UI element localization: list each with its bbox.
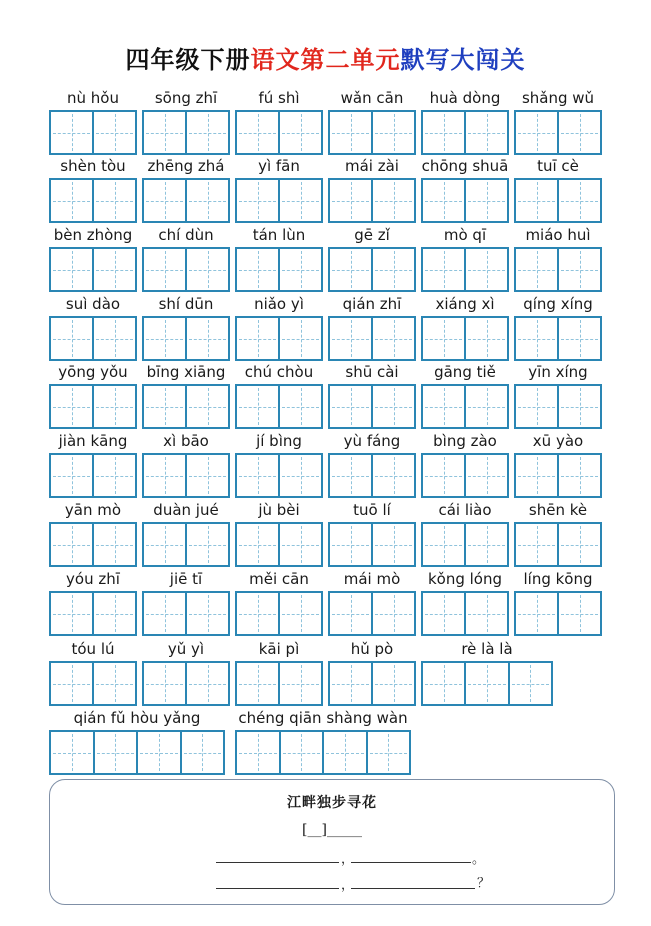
tian-zi-cell[interactable] (559, 180, 600, 221)
tian-zi-cell[interactable] (559, 318, 600, 359)
pinyin-label: yān mò (64, 501, 122, 519)
pinyin-label: jiē tī (169, 570, 203, 588)
pinyin-label: zhēng zhá (147, 157, 225, 175)
writing-box[interactable] (49, 522, 137, 567)
tian-zi-cell[interactable] (144, 593, 187, 634)
tian-zi-cell[interactable] (144, 455, 187, 496)
tian-zi-cell[interactable] (516, 112, 559, 153)
tian-zi-cell[interactable] (237, 249, 280, 290)
pinyin-label: chí dùn (158, 226, 214, 244)
tian-zi-cell[interactable] (559, 249, 600, 290)
tian-zi-cell[interactable] (94, 386, 135, 427)
pinyin-label: yǔ yì (167, 640, 205, 658)
writing-box[interactable] (235, 247, 323, 292)
tian-zi-cell[interactable] (237, 318, 280, 359)
writing-box[interactable] (328, 591, 416, 636)
pinyin-label: yù fáng (343, 432, 401, 450)
tian-zi-cell[interactable] (373, 663, 414, 704)
writing-box[interactable] (49, 730, 225, 775)
writing-box[interactable] (49, 316, 137, 361)
writing-box[interactable] (514, 247, 602, 292)
tian-zi-cell[interactable] (237, 112, 280, 153)
writing-box[interactable] (328, 661, 416, 706)
tian-zi-cell[interactable] (51, 318, 94, 359)
writing-box[interactable] (49, 453, 137, 498)
tian-zi-cell[interactable] (516, 455, 559, 496)
tian-zi-cell[interactable] (466, 112, 507, 153)
pinyin-label: qián zhī (342, 295, 402, 313)
writing-box[interactable] (328, 178, 416, 223)
writing-box[interactable] (142, 110, 230, 155)
comma-mark: ， (341, 852, 355, 867)
tian-zi-cell[interactable] (51, 663, 94, 704)
tian-zi-cell[interactable] (138, 732, 182, 773)
tian-zi-cell[interactable] (187, 663, 228, 704)
tian-zi-cell[interactable] (559, 386, 600, 427)
tian-zi-cell[interactable] (237, 524, 280, 565)
tian-zi-cell[interactable] (516, 593, 559, 634)
writing-box[interactable] (142, 247, 230, 292)
pinyin-label: wǎn cān (340, 89, 404, 107)
tian-zi-cell[interactable] (423, 455, 466, 496)
tian-zi-cell[interactable] (423, 112, 466, 153)
writing-box[interactable] (49, 384, 137, 429)
tian-zi-cell[interactable] (187, 386, 228, 427)
tian-zi-cell[interactable] (187, 180, 228, 221)
writing-box[interactable] (328, 247, 416, 292)
pinyin-label: yóu zhī (66, 570, 120, 588)
writing-box[interactable] (421, 178, 509, 223)
pinyin-label: hǔ pò (350, 640, 394, 658)
tian-zi-cell[interactable] (94, 180, 135, 221)
tian-zi-cell[interactable] (559, 593, 600, 634)
tian-zi-cell[interactable] (516, 524, 559, 565)
tian-zi-cell[interactable] (423, 318, 466, 359)
tian-zi-cell[interactable] (516, 249, 559, 290)
pinyin-label: chéng qiān shàng wàn (238, 709, 408, 727)
page-title (0, 44, 651, 76)
pinyin-label: cái liào (438, 501, 492, 519)
pinyin-label: jù bèi (258, 501, 300, 519)
tian-zi-cell[interactable] (330, 524, 373, 565)
tian-zi-cell[interactable] (373, 455, 414, 496)
writing-box[interactable] (514, 522, 602, 567)
writing-box[interactable] (49, 661, 137, 706)
title-part-subject: 语文第二单元 (250, 45, 401, 74)
pinyin-label: chú chòu (244, 363, 314, 381)
pinyin-label: bīng xiāng (146, 363, 226, 381)
pinyin-label: měi cān (249, 570, 309, 588)
tian-zi-cell[interactable] (373, 112, 414, 153)
tian-zi-cell[interactable] (144, 112, 187, 153)
pinyin-label: miáo huì (525, 226, 591, 244)
tian-zi-cell[interactable] (94, 318, 135, 359)
tian-zi-cell[interactable] (280, 593, 321, 634)
poem-line-1 (50, 846, 614, 866)
tian-zi-cell[interactable] (330, 663, 373, 704)
writing-box[interactable] (235, 178, 323, 223)
tian-zi-cell[interactable] (280, 112, 321, 153)
answer-blank[interactable] (351, 846, 471, 863)
writing-box[interactable] (235, 591, 323, 636)
pinyin-label: duàn jué (153, 501, 219, 519)
writing-box[interactable] (328, 110, 416, 155)
pinyin-label: tuō lí (353, 501, 391, 519)
pinyin-label: kǒng lóng (427, 570, 503, 588)
writing-box[interactable] (328, 316, 416, 361)
tian-zi-cell[interactable] (516, 386, 559, 427)
tian-zi-cell[interactable] (466, 318, 507, 359)
pinyin-label: xū yào (532, 432, 584, 450)
pinyin-label: líng kōng (523, 570, 593, 588)
writing-box[interactable] (514, 110, 602, 155)
tian-zi-cell[interactable] (94, 593, 135, 634)
tian-zi-cell[interactable] (144, 386, 187, 427)
tian-zi-cell[interactable] (144, 180, 187, 221)
tian-zi-cell[interactable] (330, 180, 373, 221)
pinyin-label: xì bāo (163, 432, 209, 450)
tian-zi-cell[interactable] (280, 249, 321, 290)
writing-box[interactable] (421, 661, 553, 706)
tian-zi-cell[interactable] (144, 524, 187, 565)
tian-zi-cell[interactable] (423, 180, 466, 221)
tian-zi-cell[interactable] (51, 455, 94, 496)
tian-zi-cell[interactable] (94, 524, 135, 565)
tian-zi-cell[interactable] (187, 593, 228, 634)
writing-box[interactable] (514, 178, 602, 223)
tian-zi-cell[interactable] (280, 455, 321, 496)
tian-zi-cell[interactable] (373, 524, 414, 565)
writing-box[interactable] (514, 453, 602, 498)
writing-box[interactable] (235, 110, 323, 155)
pinyin-label: niǎo yì (254, 295, 304, 313)
tian-zi-cell[interactable] (94, 663, 135, 704)
tian-zi-cell[interactable] (373, 318, 414, 359)
pinyin-label: nù hǒu (67, 89, 119, 107)
writing-box[interactable] (49, 591, 137, 636)
tian-zi-cell[interactable] (51, 112, 94, 153)
writing-box[interactable] (514, 591, 602, 636)
tian-zi-cell[interactable] (330, 112, 373, 153)
writing-box[interactable] (328, 453, 416, 498)
writing-box[interactable] (235, 661, 323, 706)
writing-box[interactable] (421, 110, 509, 155)
writing-box[interactable] (49, 110, 137, 155)
pinyin-label: chōng shuā (421, 157, 509, 175)
writing-box[interactable] (235, 384, 323, 429)
tian-zi-cell[interactable] (281, 732, 325, 773)
writing-box[interactable] (235, 316, 323, 361)
tian-zi-cell[interactable] (423, 663, 466, 704)
writing-box[interactable] (142, 178, 230, 223)
tian-zi-cell[interactable] (423, 386, 466, 427)
tian-zi-cell[interactable] (280, 318, 321, 359)
answer-blank[interactable] (216, 846, 339, 863)
tian-zi-cell[interactable] (559, 455, 600, 496)
title-part-challenge: 默写大闯关 (400, 45, 526, 74)
tian-zi-cell[interactable] (516, 180, 559, 221)
tian-zi-cell[interactable] (559, 112, 600, 153)
tian-zi-cell[interactable] (187, 524, 228, 565)
pinyin-label: shí dūn (158, 295, 214, 313)
pinyin-label: mái zài (345, 157, 399, 175)
writing-box[interactable] (142, 591, 230, 636)
writing-box[interactable] (514, 384, 602, 429)
tian-zi-cell[interactable] (51, 524, 94, 565)
tian-zi-cell[interactable] (280, 180, 321, 221)
tian-zi-cell[interactable] (368, 732, 410, 773)
tian-zi-cell[interactable] (324, 732, 368, 773)
tian-zi-cell[interactable] (373, 386, 414, 427)
tian-zi-cell[interactable] (187, 318, 228, 359)
tian-zi-cell[interactable] (466, 386, 507, 427)
writing-box[interactable] (49, 178, 137, 223)
pinyin-label: suì dào (65, 295, 121, 313)
writing-box[interactable] (421, 453, 509, 498)
writing-box[interactable] (142, 384, 230, 429)
writing-box[interactable] (328, 522, 416, 567)
answer-blank[interactable] (351, 872, 475, 889)
poem-section (49, 779, 615, 905)
pinyin-label: yīn xíng (528, 363, 588, 381)
pinyin-label: qián fǔ hòu yǎng (73, 709, 201, 727)
tian-zi-cell[interactable] (423, 249, 466, 290)
tian-zi-cell[interactable] (187, 455, 228, 496)
tian-zi-cell[interactable] (237, 386, 280, 427)
writing-box[interactable] (142, 522, 230, 567)
tian-zi-cell[interactable] (95, 732, 139, 773)
question-mark: ？ (477, 876, 491, 891)
pinyin-label: bìng zào (433, 432, 497, 450)
answer-blank[interactable] (216, 872, 339, 889)
tian-zi-cell[interactable] (51, 732, 95, 773)
pinyin-label: gē zǐ (354, 226, 390, 244)
tian-zi-cell[interactable] (187, 112, 228, 153)
tian-zi-cell[interactable] (280, 663, 321, 704)
pinyin-label: shèn tòu (60, 157, 126, 175)
tian-zi-cell[interactable] (182, 732, 224, 773)
tian-zi-cell[interactable] (51, 386, 94, 427)
tian-zi-cell[interactable] (144, 249, 187, 290)
tian-zi-cell[interactable] (466, 180, 507, 221)
pinyin-label: rè là là (461, 640, 513, 658)
writing-box[interactable] (514, 316, 602, 361)
pinyin-label: qíng xíng (523, 295, 593, 313)
tian-zi-cell[interactable] (330, 249, 373, 290)
pinyin-label: xiáng xì (435, 295, 495, 313)
tian-zi-cell[interactable] (423, 524, 466, 565)
tian-zi-cell[interactable] (144, 663, 187, 704)
writing-box[interactable] (235, 453, 323, 498)
pinyin-label: jí bìng (256, 432, 302, 450)
pinyin-label: mò qī (443, 226, 487, 244)
tian-zi-cell[interactable] (330, 455, 373, 496)
tian-zi-cell[interactable] (373, 180, 414, 221)
pinyin-label: tán lùn (252, 226, 306, 244)
pinyin-label: mái mò (343, 570, 401, 588)
tian-zi-cell[interactable] (373, 593, 414, 634)
tian-zi-cell[interactable] (237, 593, 280, 634)
poem-author-line: [__]_____ (302, 822, 362, 838)
pinyin-label: shū cài (345, 363, 399, 381)
tian-zi-cell[interactable] (423, 593, 466, 634)
pinyin-label: kāi pì (258, 640, 300, 658)
writing-box[interactable] (421, 591, 509, 636)
tian-zi-cell[interactable] (466, 249, 507, 290)
pinyin-label: tóu lú (71, 640, 115, 658)
writing-box[interactable] (328, 384, 416, 429)
tian-zi-cell[interactable] (94, 249, 135, 290)
tian-zi-cell[interactable] (187, 249, 228, 290)
tian-zi-cell[interactable] (94, 455, 135, 496)
pinyin-label: tuī cè (537, 157, 579, 175)
period-mark: 。 (472, 852, 486, 867)
tian-zi-cell[interactable] (280, 386, 321, 427)
tian-zi-cell[interactable] (330, 593, 373, 634)
tian-zi-cell[interactable] (94, 112, 135, 153)
pinyin-label: jiàn kāng (58, 432, 128, 450)
tian-zi-cell[interactable] (237, 663, 280, 704)
pinyin-label: sōng zhī (154, 89, 218, 107)
tian-zi-cell[interactable] (280, 524, 321, 565)
writing-box[interactable] (142, 453, 230, 498)
tian-zi-cell[interactable] (466, 524, 507, 565)
writing-box[interactable] (421, 247, 509, 292)
tian-zi-cell[interactable] (237, 180, 280, 221)
tian-zi-cell[interactable] (330, 386, 373, 427)
writing-box[interactable] (142, 661, 230, 706)
tian-zi-cell[interactable] (51, 180, 94, 221)
writing-box[interactable] (421, 316, 509, 361)
tian-zi-cell[interactable] (373, 249, 414, 290)
pinyin-label: shēn kè (528, 501, 588, 519)
pinyin-label: fú shì (258, 89, 300, 107)
poem-line-2 (50, 872, 614, 892)
tian-zi-cell[interactable] (237, 455, 280, 496)
writing-box[interactable] (142, 316, 230, 361)
tian-zi-cell[interactable] (330, 318, 373, 359)
comma-mark: ， (341, 878, 355, 893)
writing-box[interactable] (235, 522, 323, 567)
tian-zi-cell[interactable] (466, 663, 509, 704)
pinyin-label: shǎng wǔ (521, 89, 595, 107)
tian-zi-cell[interactable] (559, 524, 600, 565)
pinyin-label: huà dòng (429, 89, 501, 107)
pinyin-label: yì fān (258, 157, 300, 175)
writing-box[interactable] (235, 730, 411, 775)
tian-zi-cell[interactable] (466, 593, 507, 634)
pinyin-label: yōng yǒu (58, 363, 128, 381)
title-part-grade: 四年级下册 (125, 45, 251, 74)
writing-box[interactable] (421, 384, 509, 429)
tian-zi-cell[interactable] (510, 663, 551, 704)
tian-zi-cell[interactable] (51, 593, 94, 634)
tian-zi-cell[interactable] (516, 318, 559, 359)
tian-zi-cell[interactable] (466, 455, 507, 496)
pinyin-label: bèn zhòng (53, 226, 133, 244)
tian-zi-cell[interactable] (237, 732, 281, 773)
writing-box[interactable] (49, 247, 137, 292)
writing-box[interactable] (421, 522, 509, 567)
tian-zi-cell[interactable] (51, 249, 94, 290)
pinyin-label: gāng tiě (434, 363, 496, 381)
poem-title: 江畔独步寻花 (287, 795, 377, 811)
tian-zi-cell[interactable] (144, 318, 187, 359)
